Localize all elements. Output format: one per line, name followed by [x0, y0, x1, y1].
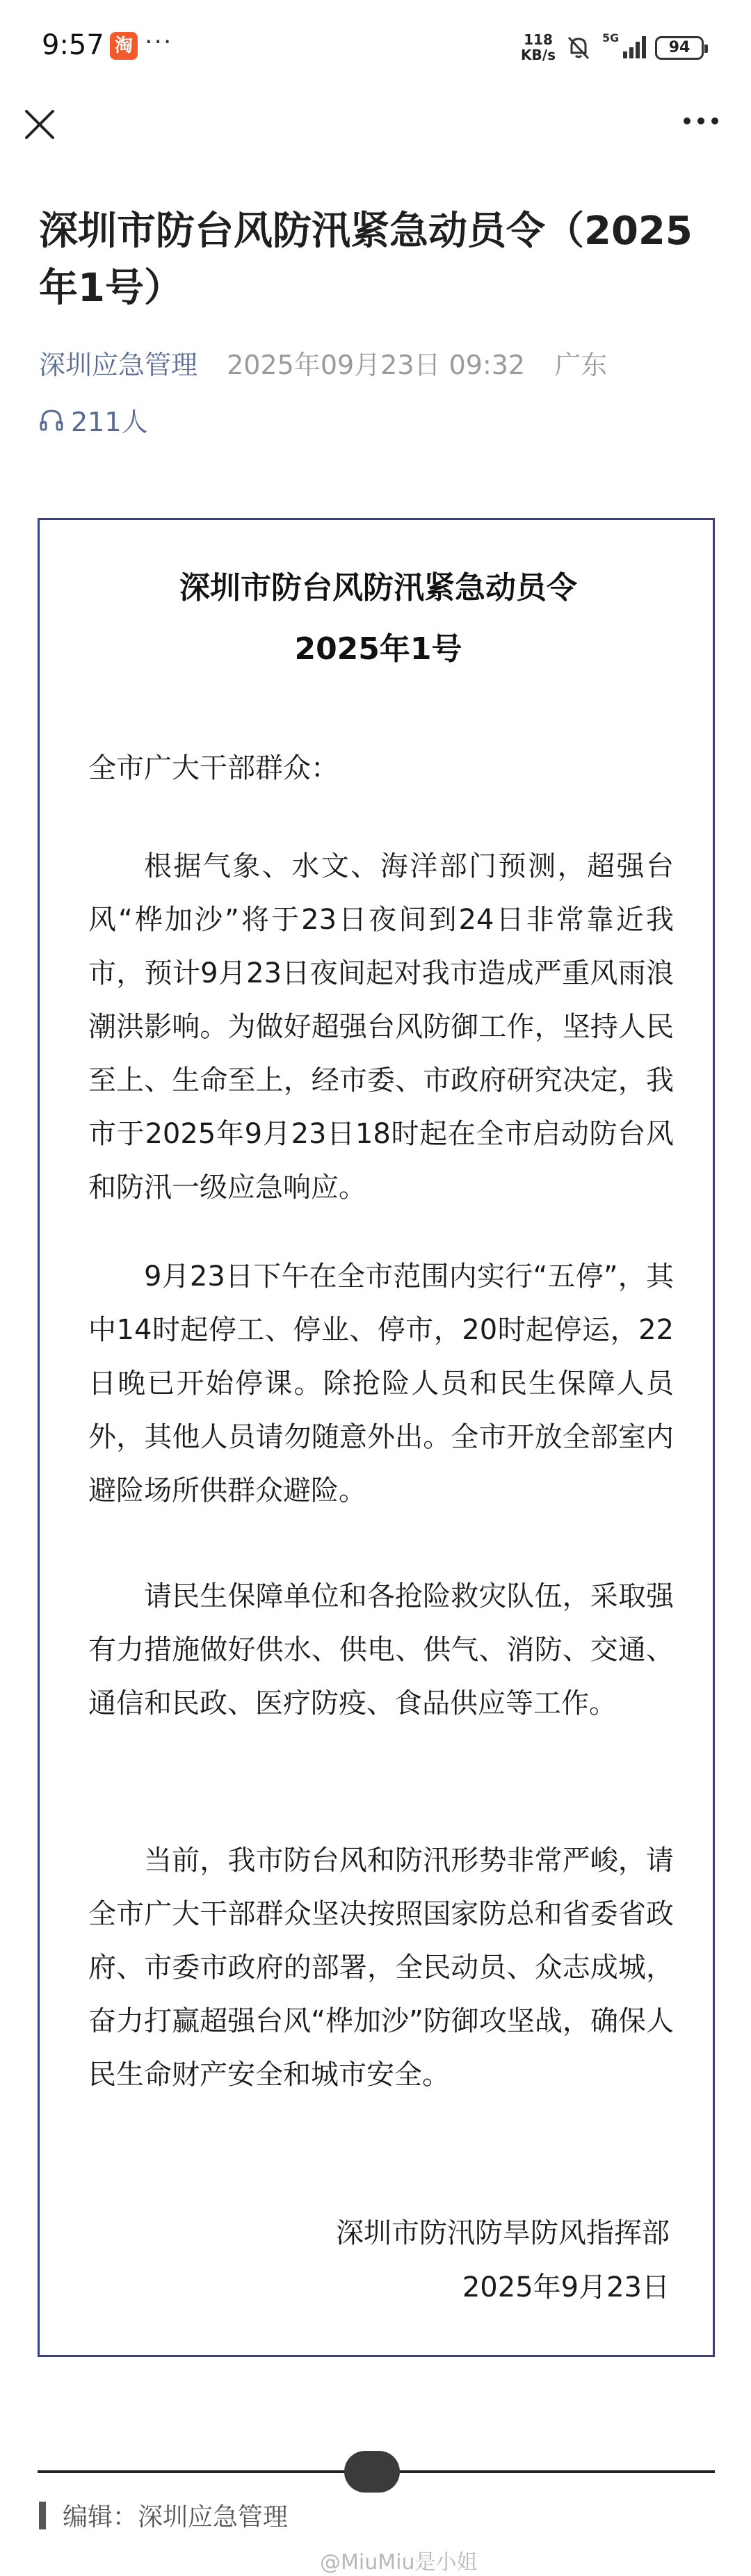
watermark: @MiuMiu是小姐	[320, 2550, 478, 2575]
network-type: 5G	[602, 31, 620, 44]
editor-text: 编辑：深圳应急管理	[63, 2503, 289, 2532]
document-heading: 深圳市防台风防汛紧急动员令	[179, 570, 577, 606]
taobao-app-icon: 淘	[110, 32, 138, 60]
document-frame	[38, 518, 715, 2357]
status-time: 9:57	[42, 29, 104, 61]
more-icon[interactable]	[679, 104, 723, 139]
listen-count[interactable]	[39, 400, 148, 439]
network-speed-unit: KB/s	[521, 47, 556, 63]
headphones-icon	[39, 407, 64, 432]
publish-date: 2025年09月23日 09:32	[227, 350, 526, 380]
document-number: 2025年1号	[294, 631, 462, 667]
network-speed	[517, 32, 559, 63]
article-meta	[39, 343, 607, 382]
document-paragraph: 请民生保障单位和各抢险救灾队伍，采取强有力措施做好供水、供电、供气、消防、交通、通信和民政、医疗防疫、食品供应等工作。	[88, 1580, 674, 1719]
document-signer: 深圳市防汛防旱防风指挥部	[336, 2217, 670, 2249]
signal-5g-icon	[602, 31, 651, 61]
document-paragraph: 根据气象、水文、海洋部门预测，超强台风“桦加沙”将于23日夜间到24日非常靠近我市，预计9月23日夜间起对我市造成严重风雨浪潮洪影响。为做好超强台风防御工作，坚持人民至上、生命至上，经市委、市政府研究决定，我市于2025年9月23日18时起在全市启动防台风和防汛一级应急响应。	[88, 850, 674, 1204]
decorative-divider-ornament	[344, 2451, 400, 2493]
mute-bell-icon	[565, 33, 592, 61]
listen-count-text: 211人	[71, 407, 148, 437]
editor-bar	[39, 2502, 46, 2529]
battery-indicator: 94	[655, 36, 704, 60]
status-more-dots: ···	[145, 28, 173, 56]
document-paragraph: 当前，我市防台风和防汛形势非常严峻，请全市广大干部群众坚决按照国家防总和省委省政府、市委市政府的部署，全民动员、众志成城，奋力打赢超强台风“桦加沙”防御攻坚战，确保人民生命财产安全和城市安全。	[88, 1845, 674, 2091]
document-paragraph: 9月23日下午在全市范围内实行“五停”，其中14时起停工、停业、停市，20时起停运，22日晚已开始停课。除抢险人员和民生保障人员外，其他人员请勿随意外出。全市开放全部室内避险场所供群众避险。	[88, 1261, 674, 1507]
document-salutation: 全市广大干部群众：	[88, 752, 339, 784]
article-title: 深圳市防台风防汛紧急动员令（2025年1号）	[39, 209, 693, 311]
status-bar	[0, 0, 751, 97]
author-link[interactable]: 深圳应急管理	[39, 350, 198, 380]
document-sign-date: 2025年9月23日	[462, 2271, 670, 2303]
network-speed-value: 118	[524, 31, 553, 48]
close-icon[interactable]	[19, 104, 61, 146]
publish-location: 广东	[554, 350, 608, 380]
editor-credit	[39, 2497, 288, 2533]
